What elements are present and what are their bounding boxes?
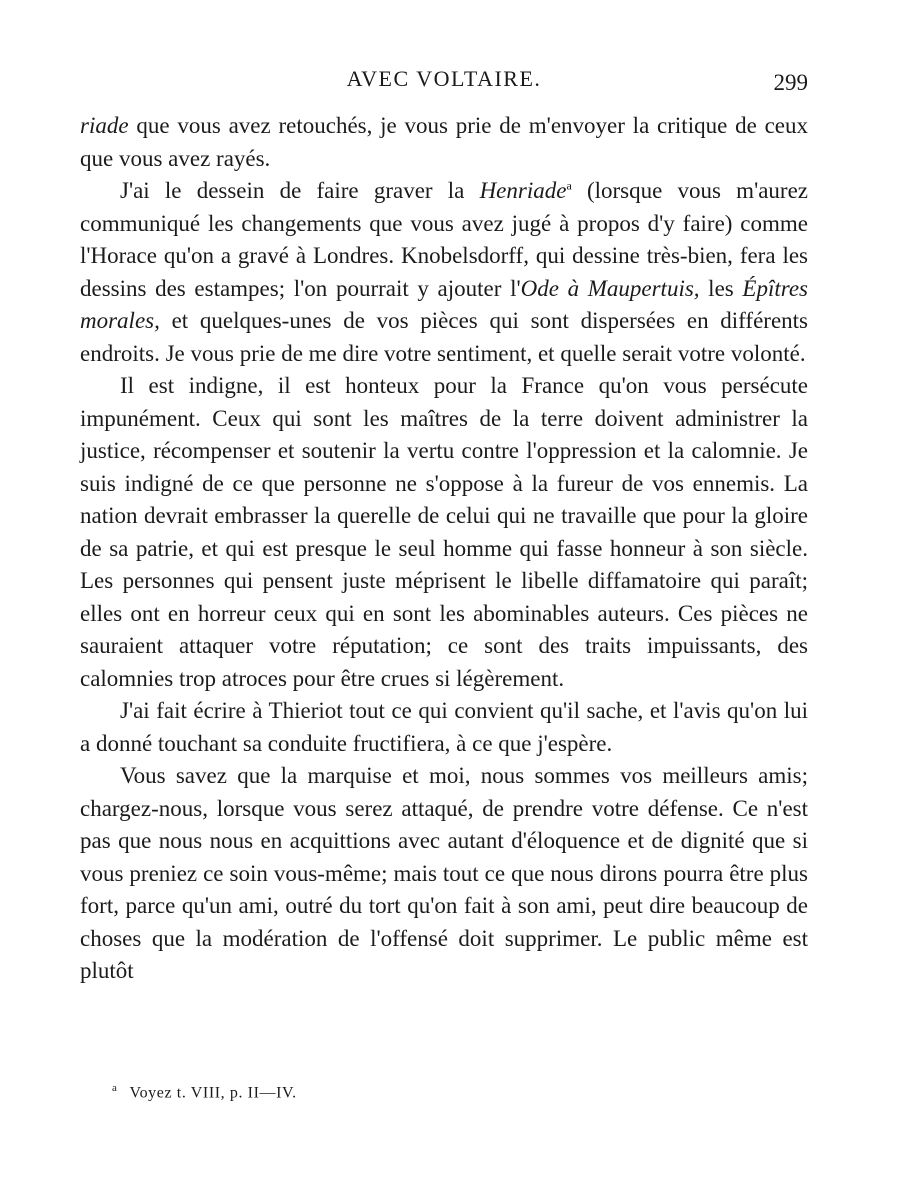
italic-word: riade [80,113,129,138]
paragraph-text: les [699,275,743,301]
running-head [80,66,808,96]
italic-title-ode: Ode à Maupertuis, [520,275,700,301]
paragraph-text: et quelques-unes de vos pièces qui sont dispersées en différents endroits. Je vous prie de me dire votre sentiment, et quelle serait votre volonté. [80,308,808,366]
italic-title-epitres: Épîtres morales, [80,275,808,333]
paragraph-henriade [80,175,808,370]
footnote-text: Voyez t. VIII, p. II—IV. [129,1084,297,1102]
paragraph-text: que vous avez retouchés, je vous prie de m'envoyer la critique de ceux que vous avez rayés. [80,113,808,171]
paragraph-text: (lorsque vous m'aurez communiqué les changements que vous avez jugé à propos d'y faire) comme l'Horace qu'on a gravé à Londres. Knobelsdorff, qui dessine très-bien, fera les dessins des estampes; l'on pourrait y ajouter l' [80,178,808,301]
page-number: 299 [773,70,808,95]
footnote [112,1082,297,1102]
italic-title-henriade: Henriade [479,178,567,203]
footnote-mark: a [112,1082,118,1094]
paragraph-continued [80,110,808,175]
paragraph-indignation: Il est indigne, il est honteux pour la France qu'on vous persécute impunément. Ceux qui sont les maîtres de la terre doivent administrer la justice, récompenser et soutenir la vertu contre l'oppression et la calomnie. Je suis indigné de ce que personne ne s'oppose à la fureur de vos ennemis. La nation devrait embrasser la querelle de celui qui ne travaille que pour la gloire de sa patrie, et qui est presque le seul homme qui fasse honneur à son siècle. Les personnes qui pensent juste méprisent le libelle diffamatoire qui paraît; elles ont en horreur ceux qui en sont les abominables auteurs. Ces pièces ne sauraient attaquer votre réputation; ce sont des traits impuissants, des calomnies trop atroces pour être crues si légèrement. [80,373,808,691]
paragraph-thieriot: J'ai fait écrire à Thieriot tout ce qui convient qu'il sache, et l'avis qu'on lui a donné touchant sa conduite fructifiera, à ce que j'espère. [80,698,808,756]
text-body [80,110,808,988]
footnote-reference: a [566,178,572,193]
paragraph-text: J'ai le dessein de faire graver la [120,178,480,203]
paragraph-marquise: Vous savez que la marquise et moi, nous sommes vos meilleurs amis; chargez-nous, lorsque vous serez attaqué, de prendre votre défense. Ce n'est pas que nous nous en acquittions avec autant d'éloquence et de dignité que si vous preniez ce soin vous-même; mais tout ce que nous dirons pourra être plus fort, parce qu'un ami, outré du tort qu'on fait à son ami, peut dire beaucoup de choses que la modération de l'offensé doit supprimer. Le public même est plutôt [80,763,808,983]
running-title: AVEC VOLTAIRE. [346,66,542,91]
